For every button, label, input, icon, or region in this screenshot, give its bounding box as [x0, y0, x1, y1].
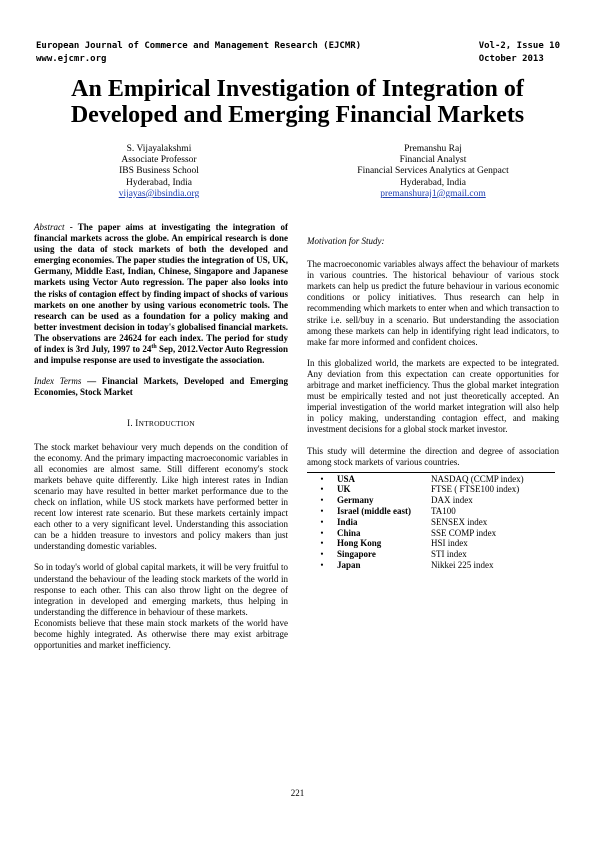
market-index: Nikkei 225 index	[431, 560, 494, 571]
section-initial: I	[135, 418, 139, 429]
abstract-text-end: Sep, 2012.Vector Auto Regression and impulse response are used to investigate the association.	[34, 344, 288, 366]
market-country: India	[337, 516, 358, 527]
table-row	[307, 474, 555, 485]
markets-table	[307, 472, 555, 571]
market-index: STI index	[431, 549, 467, 560]
abstract	[34, 222, 288, 366]
index-terms-label: Index Terms	[34, 376, 82, 387]
section-heading-introduction	[34, 418, 288, 429]
bullet-icon: •	[320, 527, 324, 538]
author-affiliation: Financial Services Analytics at Genpact	[357, 166, 509, 177]
right-column	[307, 236, 559, 571]
author-email-link[interactable]: premanshuraj1@gmail.com	[380, 188, 486, 199]
author-block-1	[74, 144, 244, 200]
market-index: SENSEX index	[431, 516, 488, 527]
abstract-superscript: th	[151, 344, 157, 351]
bullet-icon: •	[320, 506, 324, 517]
table-row	[307, 506, 555, 517]
table-row	[307, 549, 555, 560]
paper-title: An Empirical Investigation of Integration of Developed and Emerging Financial Markets	[70, 76, 525, 128]
market-index: TA100	[431, 506, 456, 517]
table-row	[307, 560, 555, 571]
market-country: Germany	[337, 495, 374, 506]
journal-header-left	[36, 40, 361, 66]
section-numeral: I.	[127, 418, 133, 429]
journal-date: October 2013	[478, 54, 544, 64]
journal-website: www.ejcmr.org	[36, 54, 107, 64]
abstract-label: Abstract	[34, 222, 65, 232]
bullet-icon: •	[320, 560, 324, 571]
market-index	[431, 474, 555, 485]
journal-volume-issue: Vol-2, Issue 10	[478, 41, 560, 51]
author-email-link[interactable]: vijayas@ibsindia.org	[118, 188, 200, 199]
motivation-paragraph: In this globalized world, the markets are expected to be integrated. Any deviation from this expectation can create opportunities for arbitrage and market inefficiency. Thus the global market integration must be empirically tested and not just theoretically accepted. An imperial investigation of the world market integration will also help in policy making, understanding contagion effect, and making investment decisions for a global stock market investor.	[307, 357, 559, 435]
bullet-icon: •	[320, 484, 324, 495]
bullet-icon: •	[320, 549, 324, 560]
bullet-icon: •	[320, 495, 324, 506]
index-terms-text: — Financial Markets, Developed and Emerging Economies, Stock Market	[34, 376, 288, 398]
author-location: Hyderabad, India	[126, 177, 192, 188]
motivation-heading: Motivation for Study:	[307, 236, 385, 246]
bullet-icon: •	[320, 473, 324, 484]
market-index: DAX index	[431, 495, 473, 506]
left-column	[34, 222, 288, 661]
table-row	[307, 495, 555, 506]
journal-header-right	[479, 40, 560, 66]
section-title-rest: NTRODUCTION	[138, 419, 195, 429]
table-row	[307, 517, 555, 528]
market-country: Singapore	[337, 549, 376, 560]
bullet-icon: •	[320, 538, 324, 549]
intro-paragraph: The stock market behaviour very much depends on the condition of the economy. And the primary impacting macroeconomic variables in all economies are almost same. Still different economy's stock markets behave quite differently. Like high interest rates in Indian scenario may have resulted in better market performance due to the check on inflation, while US stock markets have performed better in recent low interest rate scenario. But these markets certainly impact each other to a very significant level. Understanding this association can be a hidden treasure to investors and policy makers than just understanding domestic variables.	[34, 441, 288, 552]
intro-paragraph: So in today's world of global capital markets, it will be very fruitful to understand the behaviour of the leading stock markets of the world in response to each other. This can also throw light on the degree of integration in developed and emerging markets, thus helping in understanding the difference in behaviour of these markets.	[34, 562, 288, 617]
author-name: Premanshu Raj	[404, 144, 462, 154]
market-country: China	[337, 527, 361, 538]
market-country: Israel (middle east)	[337, 506, 411, 517]
table-row	[307, 484, 555, 495]
journal-name: European Journal of Commerce and Management Research (EJCMR)	[36, 41, 362, 51]
market-index: SSE COMP index	[431, 527, 497, 538]
market-country: USA	[337, 473, 356, 484]
market-country: UK	[337, 484, 351, 495]
intro-paragraph: Economists believe that these main stock markets of the world have become highly integrated. As otherwise there may exist arbitrage opportunities and market inefficiency.	[34, 617, 288, 651]
market-index-text: NASDAQ (CCMP index)	[431, 473, 524, 484]
market-index: HSI index	[431, 538, 468, 549]
author-affiliation: IBS Business School	[119, 166, 199, 177]
abstract-text: - The paper aims at investigating the integration of financial markets across the globe. An empirical research is done using the data of stock markets of both the developed and emerging economies. The paper studies the integration of US, UK, Germany, Middle East, Indian, Chinese, Singapore and Japanese markets using Vector Auto regression. The paper also looks into the risks of contagion effect by finding impact of shocks of various markets on one another by using various econometric tools. The research can be used as a foundation for a policy making and better investment decision in today's globalised financial markets. The observations are 24624 for each index. The period for study of index is 3rd July, 1997 to 24	[34, 222, 288, 355]
market-country: Hong Kong	[337, 538, 382, 549]
author-block-2	[328, 144, 538, 200]
author-location: Hyderabad, India	[400, 177, 466, 188]
motivation-paragraph: This study will determine the direction and degree of association among stock markets of various countries.	[307, 445, 559, 467]
market-index: FTSE ( FTSE100 index)	[431, 484, 520, 495]
author-role: Financial Analyst	[399, 155, 467, 166]
motivation-paragraph: The macroeconomic variables always affect the behaviour of markets in various countries. The historical behaviour of various stock markets can help us predict the future behaviour in various economic conditions or policy initiatives. Thus research can help in recommending which markets to enter when and which transaction to strike i.e. sell/buy in a scenario. But understanding the association among these markets can help in identifying right lead indicators, to make far more informed and confident choices.	[307, 259, 559, 347]
table-row	[307, 528, 555, 539]
table-row	[307, 538, 555, 549]
author-role: Associate Professor	[121, 155, 197, 166]
page-number: 221	[290, 788, 305, 798]
index-terms	[34, 376, 288, 398]
author-name: S. Vijayalakshmi	[126, 144, 192, 154]
bullet-icon: •	[320, 516, 324, 527]
market-country: Japan	[337, 560, 361, 571]
